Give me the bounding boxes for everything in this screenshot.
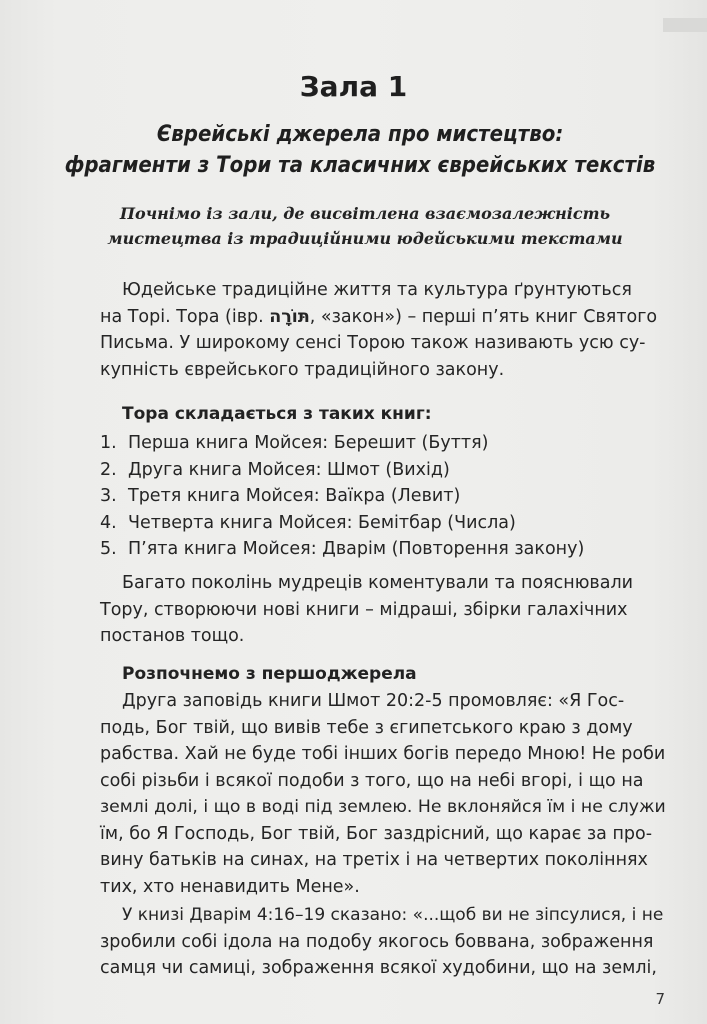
hall-subtitle-line-2: фрагменти з Тори та класичних єврейських текстів [64, 153, 656, 178]
torah-books-heading: Тора складається з таких книг: [122, 404, 432, 424]
intro-line-1: Юдейське традиційне життя та культура ґрунтуються [122, 280, 632, 300]
intro-line-4: купність єврейського традиційного закону. [100, 359, 505, 380]
page-number: 7 [655, 990, 665, 1008]
hebrew-word-torah: תּוֹרָה [269, 306, 310, 327]
generations-paragraph [100, 570, 667, 650]
dvarim-line-1: У книзі Дварім 4:16–19 сказано: «...щоб ви не зіпсулися, і не [122, 905, 664, 925]
intro-line-2-end: , «закон») – перші п’ять книг Святого [309, 306, 658, 327]
dvarim-line-2: зробили собі ідола на подобу якогось боввана, зображення [100, 931, 654, 952]
intro-line-2 [100, 304, 667, 331]
hall-subtitle [60, 119, 660, 181]
sources-line-7: вину батьків на синах, на третіх і на четвертих поколіннях [100, 850, 648, 870]
list-item [100, 457, 584, 484]
sources-line-8: тих, хто ненавидить Мене». [100, 876, 360, 897]
list-item-number: 5. [100, 539, 117, 559]
list-item [100, 510, 584, 537]
list-item-number: 1. [100, 433, 117, 453]
list-item-text: П’ята книга Мойсея: Дварім (Повторення закону) [128, 539, 585, 559]
sources-line-4: собі різьби і всякої подоби з того, що на небі вгорі, і що на [100, 770, 644, 791]
generations-line-2: Тору, створюючи нові книги – мідраші, збірки галахічних [100, 599, 628, 620]
sources-line-5: землі долі, і що в воді під землею. Не вклоняйся їм і не служи [100, 797, 666, 817]
generations-line-3: постанов тощо. [100, 626, 245, 646]
dvarim-paragraph [100, 902, 667, 982]
lead-line-2: мистецтва із традиційними юдейськими текстами [107, 229, 623, 248]
lead-paragraph [80, 201, 650, 251]
list-item-text: Четверта книга Мойсея: Бемітбар (Числа) [128, 512, 516, 533]
sources-line-3: рабства. Хай не буде тобі інших богів передо Мною! Не роби [100, 744, 666, 764]
list-item [100, 536, 584, 563]
list-item [100, 430, 584, 457]
lead-line-1: Почнімо із зали, де висвітлена взаємозалежність [119, 204, 611, 223]
hall-subtitle-line-1: Єврейські джерела про мистецтво: [156, 122, 564, 147]
dvarim-line-3: самця чи самиці, зображення всякої худобини, що на землі, [100, 958, 657, 978]
list-item-text: Перша книга Мойсея: Берешит (Буття) [128, 433, 489, 453]
sources-line-1: Друга заповідь книги Шмот 20:2-5 промовляє: «Я Гос- [122, 691, 625, 711]
hall-title: Зала 1 [299, 70, 408, 103]
list-item-number: 2. [100, 459, 117, 480]
generations-line-1: Багато поколінь мудреців коментували та пояснювали [122, 573, 634, 593]
torah-books-list [100, 430, 584, 563]
intro-line-3: Письма. У широкому сенсі Торою також називають усю су- [100, 333, 646, 353]
sources-line-2: подь, Бог твій, що вивів тебе з єгипетського краю з дому [100, 717, 633, 738]
intro-paragraph [100, 277, 667, 383]
sources-heading: Розпочнемо з першоджерела [122, 664, 417, 684]
list-item-number: 4. [100, 512, 117, 533]
list-item-number: 3. [100, 486, 117, 506]
list-item-text: Друга книга Мойсея: Шмот (Вихід) [128, 459, 450, 480]
page-corner-tab [663, 18, 707, 32]
list-item-text: Третя книга Мойсея: Ваїкра (Левит) [128, 486, 461, 506]
sources-line-6: їм, бо Я Господь, Бог твій, Бог заздрісний, що карає за про- [100, 823, 653, 844]
intro-line-2-start: на Торі. Тора (івр. [100, 306, 270, 327]
list-item [100, 483, 584, 510]
sources-paragraph [100, 688, 667, 900]
